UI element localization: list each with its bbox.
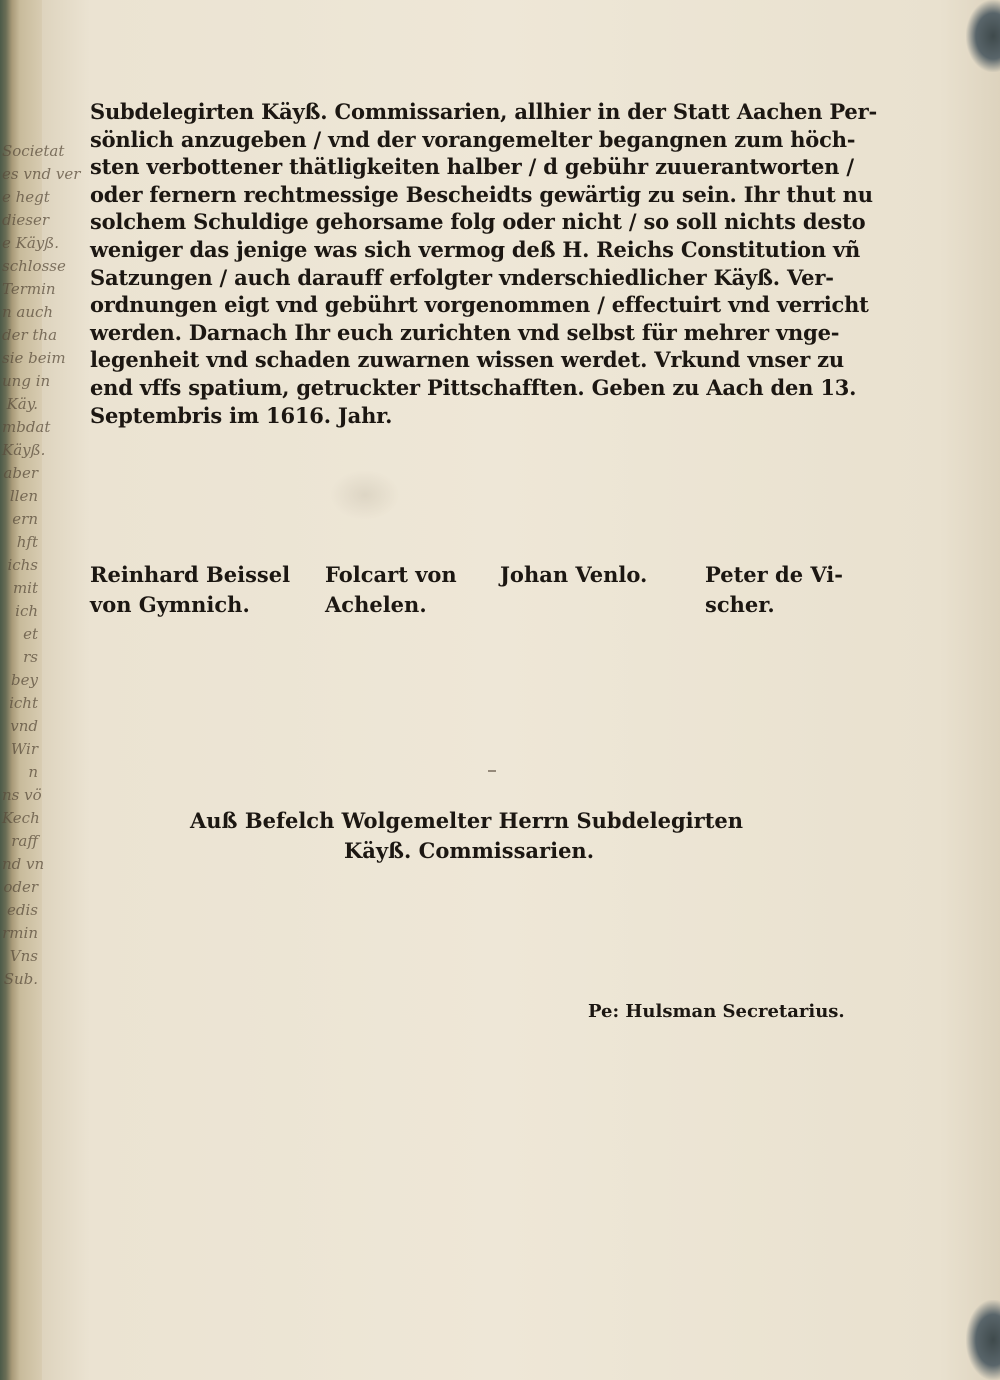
binding-clip-bottom <box>966 1300 1000 1380</box>
mandate-line-2: Käyß. Commissarien. <box>344 838 595 863</box>
bleed-fragment: icht <box>9 694 38 712</box>
body-line: weniger das jenige was sich vermog deß H. Reichs Constitution vñ <box>90 236 861 262</box>
bleed-fragment: nd vn <box>2 855 45 873</box>
bleed-fragment: dieser <box>2 211 50 229</box>
bleed-fragment: bey <box>11 671 38 689</box>
bleed-fragment: rmin <box>2 924 38 942</box>
bleed-fragment: aber <box>3 464 38 482</box>
body-line: end vffs spatium, getruckter Pittschafften. Geben zu Aach den 13. <box>90 374 857 400</box>
bleed-fragment: e hegt <box>2 188 50 206</box>
bleed-fragment: der tha <box>2 326 58 344</box>
signatory-name-line: scher. <box>705 592 775 617</box>
decree-body-text <box>90 98 877 429</box>
body-line: sönlich anzugeben / vnd der vorangemelter begangnen zum höch- <box>90 126 856 152</box>
bleed-fragment: edis <box>7 901 38 919</box>
bleed-fragment: Wir <box>10 740 38 758</box>
bleed-fragment: rs <box>23 648 38 666</box>
bleed-fragment: Käy. <box>6 395 38 413</box>
secretary-signature: Pe: Hulsman Secretarius. <box>588 1001 845 1022</box>
bleed-fragment: ns vö <box>2 786 42 804</box>
body-line: Septembris im 1616. Jahr. <box>90 402 393 428</box>
signatory-beissel <box>90 560 290 620</box>
body-line: solchem Schuldige gehorsame folg oder nicht / so soll nichts desto <box>90 209 866 235</box>
bleed-fragment: hft <box>16 533 38 551</box>
bleed-fragment: Societat <box>2 142 65 160</box>
bleed-fragment: Käyß. <box>2 441 46 459</box>
bleed-fragment: e Käyß. <box>2 234 60 252</box>
mandate-line-1: Auß Befelch Wolgemelter Herrn Subdelegirten <box>190 808 744 833</box>
signatory-name-line: Reinhard Beissel <box>90 562 291 587</box>
bleed-fragment: es vnd ver <box>2 165 81 183</box>
bleed-fragment: mbdat <box>2 418 51 436</box>
ink-show-through <box>330 470 400 520</box>
signatory-venlo <box>500 560 647 620</box>
signatories-block <box>0 560 1000 630</box>
signatory-name-line: Peter de Vi- <box>705 562 843 587</box>
body-line: ordnungen eigt vnd gebührt vorgenommen / effectuirt vnd verricht <box>90 292 869 318</box>
body-line: Subdelegirten Käyß. Commissarien, allhier in der Statt Aachen Per- <box>90 99 877 124</box>
body-line: sten verbottener thätligkeiten halber / d gebühr zuuerantworten / <box>90 154 854 180</box>
mandate-line <box>190 806 743 866</box>
signatory-name-line <box>500 590 647 620</box>
body-line: legenheit vnd schaden zuwarnen wissen werdet. Vrkund vnser zu <box>90 347 844 373</box>
bleed-fragment: et <box>23 625 38 643</box>
body-line: werden. Darnach Ihr euch zurichten vnd selbst für mehrer vnge- <box>90 319 840 345</box>
facing-page-edge <box>0 0 81 1380</box>
bleed-fragment: vnd <box>10 717 38 735</box>
signatory-name-line: von Gymnich. <box>90 592 250 617</box>
bleed-fragment: Kech <box>2 809 40 827</box>
bleed-fragment: ich <box>15 602 38 620</box>
binding-clip-top <box>966 0 1000 72</box>
signatory-de-vischer <box>705 560 843 620</box>
signatory-name-line: Achelen. <box>325 592 427 617</box>
bleed-fragment: ichs <box>7 556 38 574</box>
printer-mark <box>488 770 496 772</box>
signatory-name-line: Folcart von <box>325 562 457 587</box>
bleed-fragment: n <box>28 763 38 781</box>
bleed-fragment: oder <box>3 878 38 896</box>
body-line: oder fernern rechtmessige Bescheidts gewärtig zu sein. Ihr thut nu <box>90 181 873 207</box>
body-line: Satzungen / auch darauff erfolgter vnderschiedlicher Käyß. Ver- <box>90 264 834 290</box>
signatory-name-line: Johan Venlo. <box>500 562 648 587</box>
bleed-fragment: schlosse <box>2 257 66 275</box>
bleed-fragment: ern <box>12 510 38 528</box>
bleed-fragment: llen <box>9 487 38 505</box>
bleed-fragment: Vns <box>9 947 38 965</box>
bleed-fragment: n auch <box>2 303 54 321</box>
signatory-folcart <box>325 560 457 620</box>
bleed-fragment: mit <box>12 579 38 597</box>
bleed-fragment: ung in <box>2 372 51 390</box>
bleed-fragment: Sub. <box>3 970 38 988</box>
bleed-fragment: raff <box>11 832 38 850</box>
bleed-fragment: Termin <box>2 280 56 298</box>
bleed-fragment: sie beim <box>2 349 66 367</box>
